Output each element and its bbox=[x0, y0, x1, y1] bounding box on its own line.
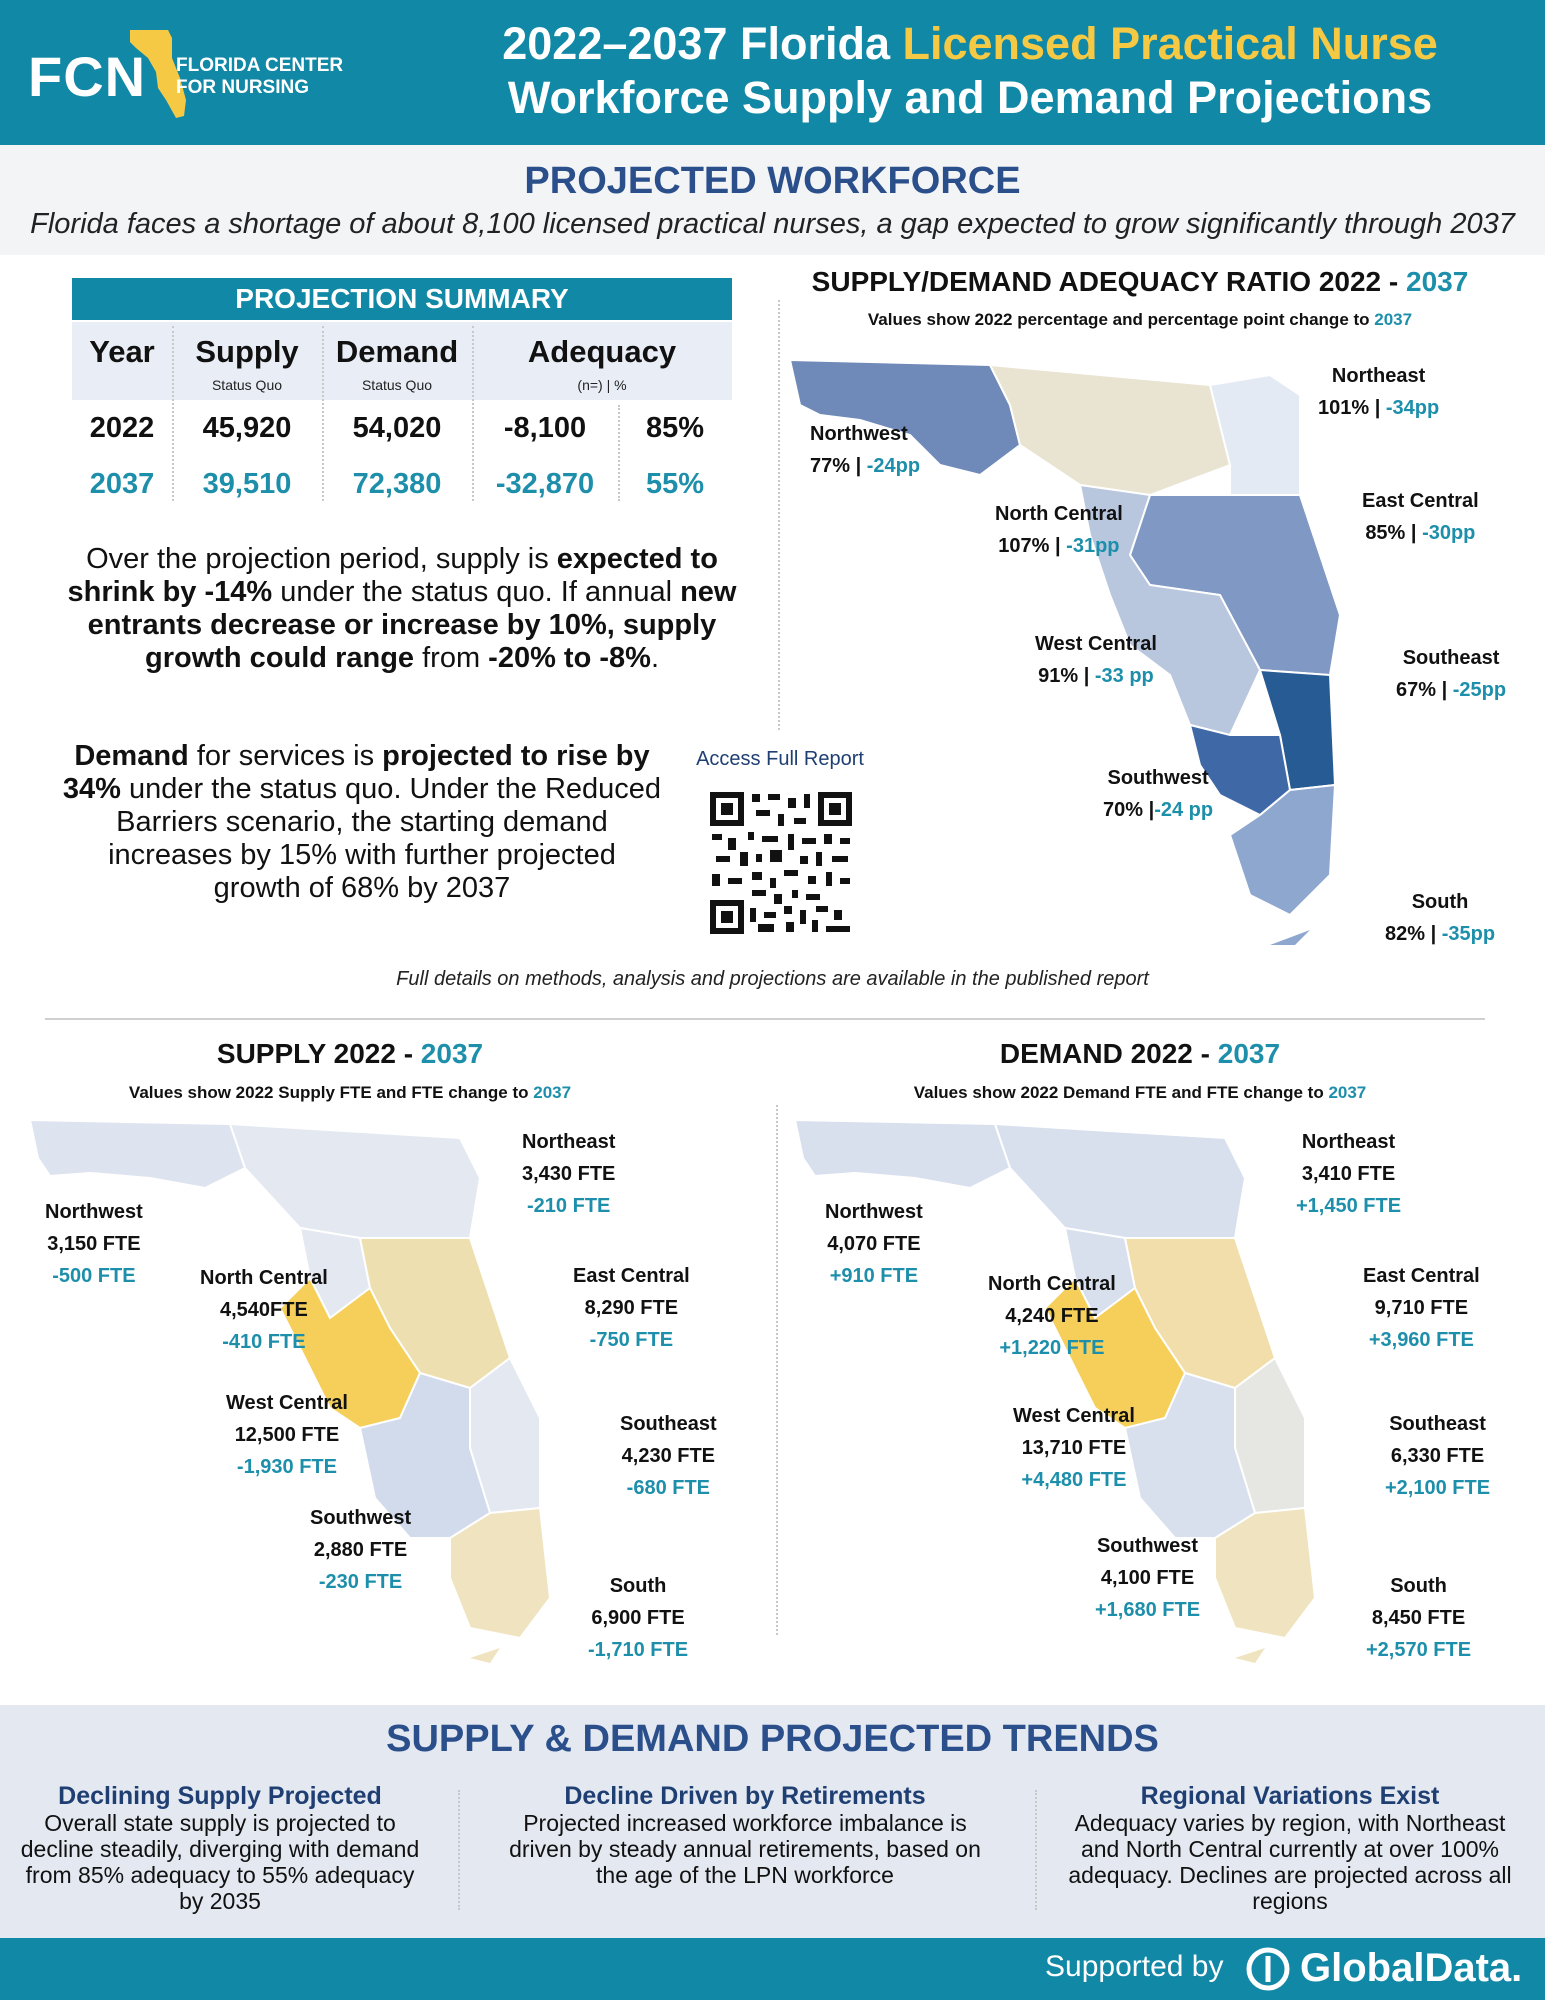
region-north-central bbox=[990, 365, 1230, 495]
trend-heading-2: Decline Driven by Retirements bbox=[564, 1782, 926, 1810]
demand-label-southwest: Southwest 4,100 FTE +1,680 FTE bbox=[1095, 1535, 1201, 1621]
trend-divider bbox=[458, 1790, 460, 1910]
trends-title: SUPPLY & DEMAND PROJECTED TRENDS bbox=[386, 1718, 1159, 1760]
projected-workforce-title: PROJECTED WORKFORCE bbox=[524, 160, 1021, 202]
supply-paragraph: Over the projection period, supply is expected to shrink by -14% under the status quo. If annual new entrants decrease or increase by 10%, supply growth could range from -20% to -8%. bbox=[67, 543, 737, 674]
projected-workforce-subtitle: Florida faces a shortage of about 8,100 licensed practical nurses, a gap expected to grow significantly through 2037 bbox=[30, 208, 1515, 240]
trend-heading-3: Regional Variations Exist bbox=[1140, 1782, 1440, 1810]
keys-shape bbox=[1270, 930, 1310, 945]
ratio-label-northeast: Northeast 101% | -34pp bbox=[1318, 365, 1440, 419]
row-2022-demand: 54,020 bbox=[352, 412, 442, 444]
demand-map-title: DEMAND 2022 - 2037 bbox=[999, 1038, 1281, 1069]
ratio-label-east-central: East Central 85% | -30pp bbox=[1362, 490, 1479, 544]
demand-label-northwest: Northwest 4,070 FTE +910 FTE bbox=[825, 1201, 923, 1287]
section-divider bbox=[778, 300, 780, 730]
col-demand: Demand bbox=[335, 334, 459, 369]
ratio-map-subtitle: Values show 2022 percentage and percentage point change to 2037 bbox=[867, 310, 1413, 329]
region-south bbox=[450, 1508, 550, 1638]
section-divider bbox=[776, 1105, 778, 1635]
ratio-label-southwest: Southwest 70% |-24 pp bbox=[1103, 767, 1214, 821]
region-northwest bbox=[30, 1120, 245, 1188]
demand-label-southeast: Southeast 6,330 FTE +2,100 FTE bbox=[1385, 1413, 1491, 1499]
col-year: Year bbox=[89, 334, 155, 369]
globaldata-logo-icon bbox=[1245, 1946, 1291, 1992]
row-2037-year: 2037 bbox=[89, 468, 155, 500]
footnote: Full details on methods, analysis and projections are available in the published report bbox=[396, 968, 1149, 990]
trend-divider bbox=[1035, 1790, 1037, 1910]
ratio-label-northwest: Northwest 77% | -24pp bbox=[810, 423, 921, 477]
page-title-line2: Workforce Supply and Demand Projections bbox=[507, 72, 1433, 123]
demand-label-northeast: Northeast 3,410 FTE +1,450 FTE bbox=[1296, 1131, 1402, 1217]
ratio-label-southeast: Southeast 67% | -25pp bbox=[1396, 647, 1507, 701]
trend-body-1: Overall state supply is projected to decline steadily, diverging with demand from 85% adequacy to 55% adequacy by 2035 bbox=[20, 1810, 420, 1914]
row-2022-pct: 85% bbox=[645, 412, 705, 444]
row-2022-year: 2022 bbox=[89, 412, 155, 444]
trend-body-2: Projected increased workforce imbalance is driven by steady annual retirements, based on the age of the LPN workforce bbox=[509, 1810, 981, 1888]
region-northeast bbox=[995, 1124, 1245, 1238]
supply-label-south: South 6,900 FTE -1,710 FTE bbox=[588, 1575, 689, 1661]
ratio-label-south: South 82% | -35pp bbox=[1385, 891, 1496, 945]
globaldata-brand: GlobalData. bbox=[1300, 1946, 1523, 1990]
col-adequacy: Adequacy bbox=[527, 334, 677, 369]
region-northwest bbox=[795, 1120, 1010, 1188]
logo-letters: FCN bbox=[28, 45, 147, 108]
ratio-map-title: SUPPLY/DEMAND ADEQUACY RATIO 2022 - 2037 bbox=[811, 266, 1469, 297]
supply-label-north-central: North Central 4,540FTE -410 FTE bbox=[200, 1267, 328, 1353]
row-2037-demand: 72,380 bbox=[352, 468, 442, 500]
demand-label-north-central: North Central 4,240 FTE +1,220 FTE bbox=[988, 1273, 1116, 1359]
supply-label-northeast: Northeast 3,430 FTE -210 FTE bbox=[522, 1131, 616, 1217]
row-2022-supply: 45,920 bbox=[202, 412, 292, 444]
supported-by-label: Supported by bbox=[1045, 1950, 1224, 1983]
region-northeast bbox=[1210, 375, 1300, 495]
demand-label-south: South 8,450 FTE +2,570 FTE bbox=[1366, 1575, 1472, 1661]
keys-shape bbox=[470, 1648, 500, 1663]
col-demand-sub: Status Quo bbox=[361, 377, 433, 393]
org-name: FLORIDA CENTER FOR NURSING bbox=[176, 55, 344, 98]
row-2037-supply: 39,510 bbox=[202, 468, 292, 500]
summary-column-header bbox=[72, 322, 732, 400]
summary-title: PROJECTION SUMMARY bbox=[72, 278, 732, 320]
keys-shape bbox=[1235, 1648, 1265, 1663]
trend-body-3: Adequacy varies by region, with Northeast and North Central currently at over 100% adequacy. Declines are projected across all regions bbox=[1068, 1810, 1512, 1914]
row-2022-gap: -8,100 bbox=[503, 412, 587, 444]
qr-label[interactable]: Access Full Report bbox=[696, 748, 864, 770]
demand-label-west-central: West Central 13,710 FTE +4,480 FTE bbox=[1013, 1405, 1135, 1491]
supply-label-southwest: Southwest 2,880 FTE -230 FTE bbox=[310, 1507, 412, 1593]
ratio-label-north-central: North Central 107% | -31pp bbox=[995, 503, 1123, 557]
col-supply: Supply bbox=[195, 334, 299, 369]
trend-heading-1: Declining Supply Projected bbox=[58, 1782, 382, 1810]
col-supply-sub: Status Quo bbox=[211, 377, 283, 393]
ratio-label-west-central: West Central 91% | -33 pp bbox=[1035, 633, 1157, 687]
supply-label-west-central: West Central 12,500 FTE -1,930 FTE bbox=[226, 1392, 348, 1478]
col-adequacy-sub: (n=) | % bbox=[577, 377, 627, 393]
demand-map-subtitle: Values show 2022 Demand FTE and FTE change to 2037 bbox=[913, 1083, 1367, 1102]
supply-label-southeast: Southeast 4,230 FTE -680 FTE bbox=[620, 1413, 717, 1499]
row-2037-gap: -32,870 bbox=[495, 468, 595, 500]
supply-map-subtitle: Values show 2022 Supply FTE and FTE change to 2037 bbox=[128, 1083, 572, 1102]
supply-label-east-central: East Central 8,290 FTE -750 FTE bbox=[573, 1265, 690, 1351]
horizontal-rule bbox=[45, 1018, 1485, 1020]
region-northeast bbox=[230, 1124, 480, 1238]
demand-label-east-central: East Central 9,710 FTE +3,960 FTE bbox=[1363, 1265, 1480, 1351]
row-2037-pct: 55% bbox=[645, 468, 705, 500]
page-title-line1: 2022–2037 Florida Licensed Practical Nurse bbox=[502, 18, 1438, 69]
supply-label-northwest: Northwest 3,150 FTE -500 FTE bbox=[45, 1201, 143, 1287]
region-south bbox=[1215, 1508, 1315, 1638]
supply-map-title: SUPPLY 2022 - 2037 bbox=[216, 1038, 484, 1069]
demand-paragraph: Demand for services is projected to rise by 34% under the status quo. Under the Reduced Barriers scenario, the starting demand increases by 15% with further projected growth of 68% by 2037 bbox=[62, 740, 662, 904]
